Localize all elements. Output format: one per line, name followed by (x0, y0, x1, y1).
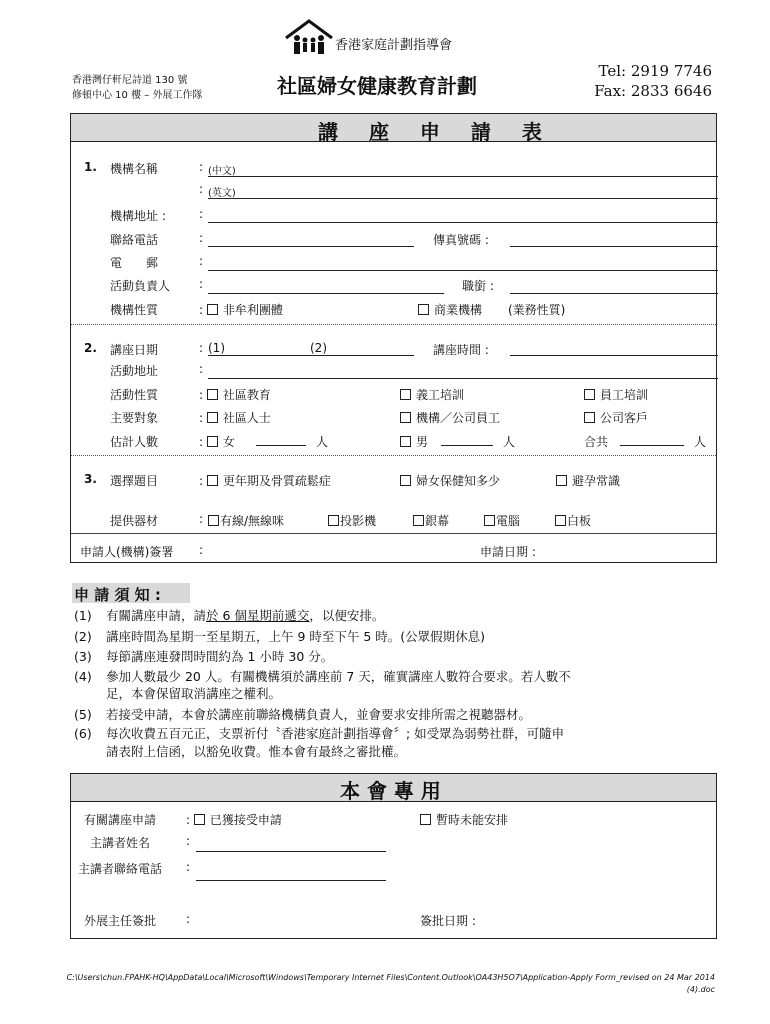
business-nature-label: (業務性質) (508, 303, 566, 317)
colon: : (186, 860, 191, 874)
org-name-chinese-field[interactable] (208, 176, 718, 177)
male-checkbox[interactable] (400, 436, 411, 447)
volunteer-option[interactable]: 義工培訓 (400, 386, 464, 403)
notice-item-1: (1) 有關講座申請，請於 6 個星期前遞交，以便安排。 (74, 608, 385, 623)
office-title: 本 會 專 用 (340, 779, 441, 803)
residents-checkbox[interactable] (207, 412, 218, 423)
topic-womens-health-checkbox[interactable] (400, 475, 411, 486)
address-label: 機構地址 : (110, 209, 166, 223)
colon: : (199, 543, 204, 557)
accepted-option[interactable]: : 已獲接受申請 (186, 813, 282, 827)
org-address-line2: 修頓中心 10 樓 – 外展工作隊 (72, 90, 203, 101)
staff-training-checkbox[interactable] (584, 389, 595, 400)
colon: : (199, 231, 204, 245)
topic-womens-health-option[interactable]: 婦女保健知多少 (400, 472, 500, 489)
email-label: 電 郵 (110, 256, 159, 270)
email-field[interactable] (208, 270, 718, 271)
equip-computer-checkbox[interactable] (484, 515, 495, 526)
section-3-number: 3. (84, 472, 97, 486)
female-option[interactable]: : 女 (199, 435, 235, 449)
speaker-label: 主講者姓名 (90, 836, 151, 850)
file-path: C:\Users\chun.FPAHK-HQ\AppData\Local\Microsoft\Windows\Temporary Internet Files\Content.Outlook\OA43H5O7\Application-Apply Form_revised on 24 Mar 2014 (66, 973, 715, 982)
equip-screen-checkbox[interactable] (413, 515, 424, 526)
fax: Fax: 2833 6646 (594, 82, 712, 100)
notice-item-6-cont: 請表附上信函，以豁免收費。惟本會有最終之審批權。 (106, 744, 407, 759)
estimate-label: 估計人數 (110, 435, 159, 449)
date-label: 講座日期 (110, 343, 159, 357)
colon: : (199, 160, 204, 174)
form-title: 講 座 申 請 表 (318, 120, 554, 144)
community-edu-checkbox[interactable] (207, 389, 218, 400)
total-count-field[interactable] (620, 445, 684, 446)
commercial-checkbox[interactable] (418, 304, 429, 315)
chinese-label: (中文) (208, 166, 236, 177)
phone-label: 聯絡電話 (110, 233, 159, 247)
approve-date-label: 簽批日期 : (420, 914, 476, 928)
section-divider (71, 455, 716, 456)
employees-checkbox[interactable] (400, 412, 411, 423)
time-label: 講座時間 : (433, 343, 489, 357)
application-form (70, 113, 717, 563)
equip-computer-option[interactable]: 電腦 (484, 512, 520, 529)
topic-label: 選擇題目 (110, 474, 159, 488)
speaker-phone-field[interactable] (196, 880, 386, 881)
request-label: 有關講座申請 (84, 813, 157, 827)
equip-whiteboard-checkbox[interactable] (555, 515, 566, 526)
residents-option[interactable]: : 社區人士 (199, 411, 271, 425)
not-arranged-option[interactable]: 暫時未能安排 (420, 811, 508, 828)
org-name-english-field[interactable] (208, 198, 718, 199)
colon: : (199, 182, 204, 196)
tel: Tel: 2919 7746 (598, 62, 712, 80)
volunteer-checkbox[interactable] (400, 389, 411, 400)
staff-training-option[interactable]: 員工培訓 (584, 386, 648, 403)
supervisor-label: 外展主任簽批 (84, 914, 157, 928)
equip-projector-option[interactable]: 投影機 (328, 512, 376, 529)
topic-contraception-option[interactable]: 避孕常識 (556, 472, 620, 489)
commercial-option[interactable]: 商業機構 (418, 301, 482, 318)
notice-title: 申 請 須 知 : (74, 586, 161, 604)
apply-date-label: 申請日期 : (480, 545, 536, 559)
venue-label: 活動地址 (110, 364, 159, 378)
english-label: (英文) (208, 188, 236, 199)
male-unit: 人 (503, 435, 516, 449)
signature-divider (71, 533, 716, 534)
target-label: 主要對象 (110, 411, 159, 425)
equip-mic-checkbox[interactable] (208, 515, 219, 526)
colon: : (199, 341, 204, 355)
accepted-checkbox[interactable] (194, 814, 205, 825)
male-count-field[interactable] (441, 445, 493, 446)
colon: : (199, 512, 204, 526)
topic-menopause-option[interactable]: : 更年期及骨質疏鬆症 (199, 474, 331, 488)
colon: : (186, 834, 191, 848)
position-label: 職銜 : (462, 279, 494, 293)
date2-label: (2) (310, 341, 327, 355)
date-field[interactable] (208, 355, 414, 356)
file-path-cont: (4).doc (686, 985, 715, 994)
person-label: 活動負責人 (110, 279, 171, 293)
female-count-field[interactable] (256, 445, 306, 446)
colon: : (199, 277, 204, 291)
person-field[interactable] (208, 293, 444, 294)
section-2-number: 2. (84, 341, 97, 355)
program-title: 社區婦女健康教育計劃 (277, 74, 477, 98)
speaker-field[interactable] (196, 851, 386, 852)
clients-option[interactable]: 公司客戶 (584, 409, 648, 426)
venue-field[interactable] (208, 378, 718, 379)
colon: : (186, 912, 191, 926)
phone-field[interactable] (208, 246, 414, 247)
notice-item-4: (4) 參加人數最少 20 人。有關機構須於講座前 7 天，確實講座人數符合要求。若人數不 (74, 669, 571, 684)
org-name-label: 機構名稱 (110, 162, 159, 176)
family-logo-icon (284, 18, 334, 58)
position-field[interactable] (510, 293, 718, 294)
topic-contraception-checkbox[interactable] (556, 475, 567, 486)
colon: : (199, 207, 204, 221)
nonprofit-checkbox[interactable] (207, 304, 218, 315)
speaker-phone-label: 主講者聯絡電話 (78, 862, 163, 876)
clients-checkbox[interactable] (584, 412, 595, 423)
community-edu-option[interactable]: : 社區教育 (199, 388, 271, 402)
equip-mic-option[interactable]: 有線/無線咪 (208, 512, 284, 529)
nature-label: 機構性質 (110, 303, 159, 317)
time-field[interactable] (510, 355, 718, 356)
colon: : (199, 254, 204, 268)
org-address-line1: 香港灣仔軒尼詩道 130 號 (72, 75, 188, 86)
notice-item-5: (5) 若接受申請，本會於講座前聯絡機構負責人，並會要求安排所需之視聽器材。 (74, 707, 532, 722)
female-unit: 人 (316, 435, 329, 449)
equip-projector-checkbox[interactable] (328, 515, 339, 526)
fax-field[interactable] (510, 246, 718, 247)
equipment-label: 提供器材 (110, 514, 159, 528)
equip-screen-option[interactable]: 銀幕 (413, 512, 449, 529)
employees-option[interactable]: 機構／公司員工 (400, 409, 500, 426)
org-name: 香港家庭計劃指導會 (335, 38, 453, 53)
org-logo (284, 18, 334, 61)
nonprofit-option[interactable]: : 非牟利團體 (199, 303, 283, 317)
topic-menopause-checkbox[interactable] (207, 475, 218, 486)
address-field[interactable] (208, 222, 718, 223)
notice-item-4-cont: 足，本會保留取消講座之權利。 (106, 686, 282, 701)
female-checkbox[interactable] (207, 436, 218, 447)
notice-item-2: (2) 講座時間為星期一至星期五，上午 9 時至下午 5 時。(公眾假期休息) (74, 629, 486, 644)
notice-item-3: (3) 每節講座連發問時間約為 1 小時 30 分。 (74, 649, 334, 664)
fax-label: 傳真號碼 : (433, 233, 489, 247)
total-unit: 人 (694, 435, 707, 449)
male-option[interactable]: 男 (400, 433, 428, 450)
section-1-number: 1. (84, 160, 97, 174)
signature-label: 申請人(機構)簽署 (80, 545, 174, 559)
section-divider (71, 324, 716, 325)
total-label: 合共 (584, 435, 609, 449)
date1-label: (1) (208, 341, 225, 355)
activity-nature-label: 活動性質 (110, 388, 159, 402)
notice-item-6: (6) 每次收費五百元正，支票祈付〝香港家庭計劃指導會〞; 如受眾為弱勢社群，可隨申 (74, 726, 565, 741)
not-arranged-checkbox[interactable] (420, 814, 431, 825)
colon: : (199, 362, 204, 376)
equip-whiteboard-option[interactable]: 白板 (555, 512, 591, 529)
